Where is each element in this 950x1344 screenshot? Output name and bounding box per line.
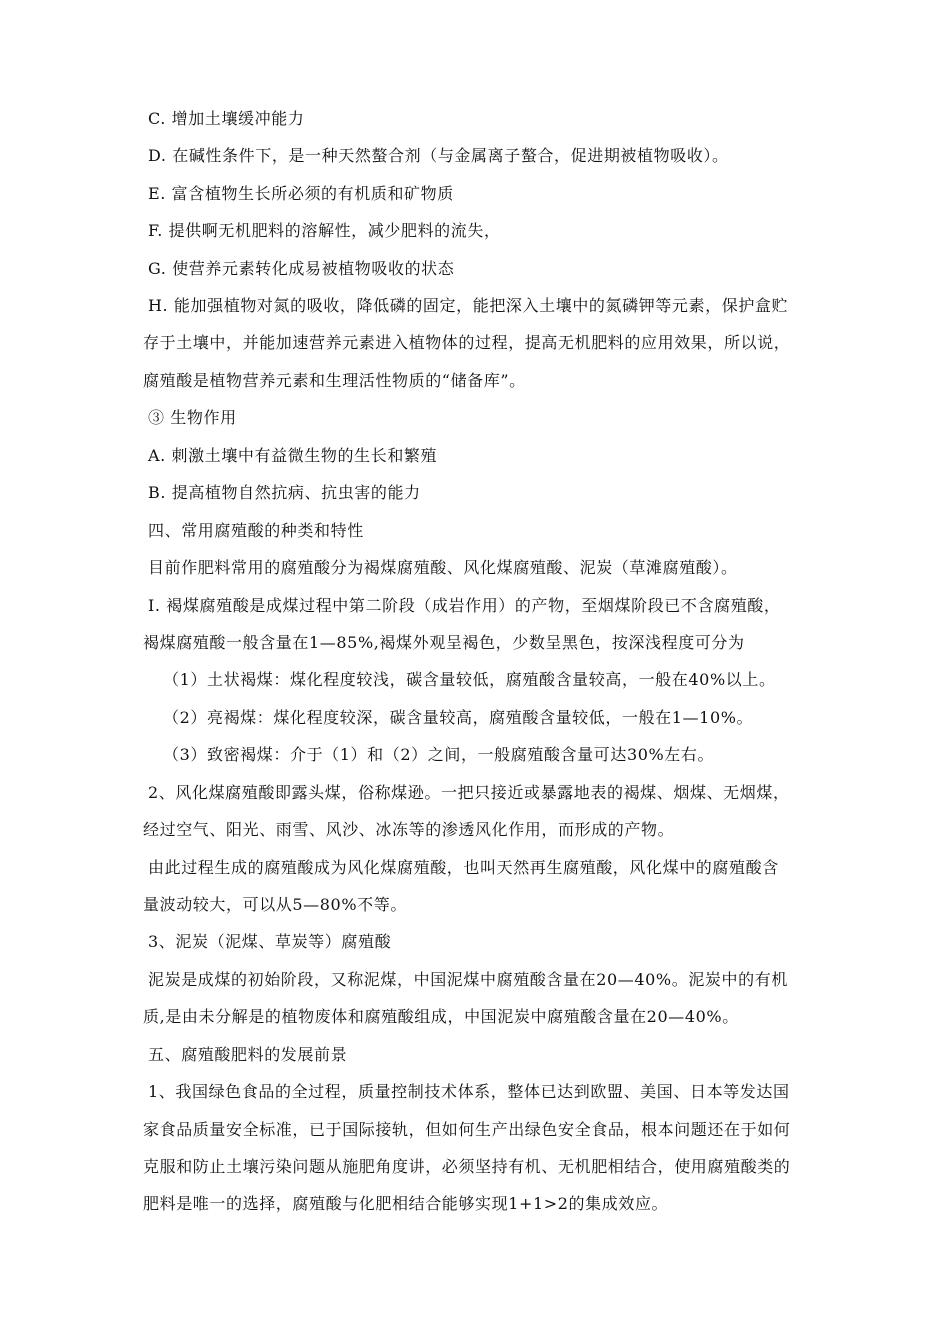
list-item: （3）致密褐煤：介于（1）和（2）之间，一般腐殖酸含量可达30%左右。	[163, 745, 715, 764]
list-item: （2）亮褐煤：煤化程度较深，碳含量较高，腐殖酸含量较低，一般在1—10%。	[163, 708, 754, 727]
section-heading: ③ 生物作用	[148, 408, 237, 427]
list-item-h: H. 能加强植物对氮的吸收，降低磷的固定，能把深入土壤中的氮磷钾等元素，保护盒贮	[148, 296, 789, 315]
list-item-g: G. 使营养元素转化成易被植物吸收的状态	[148, 259, 455, 278]
section-heading: 五、腐殖酸肥料的发展前景	[148, 1045, 348, 1064]
paragraph-line: 泥炭是成煤的初始阶段，又称泥煤，中国泥煤中腐殖酸含量在20—40%。泥炭中的有机	[148, 970, 788, 989]
paragraph-line: 褐煤腐殖酸一般含量在1—85%,褐煤外观呈褐色，少数呈黑色，按深浅程度可分为	[143, 633, 745, 652]
paragraph-line: 存于土壤中，并能加速营养元素进入植物体的过程，提高无机肥料的应用效果，所以说，	[143, 333, 791, 352]
list-item-f: F. 提供啊无机肥料的溶解性，减少肥料的流失，	[148, 221, 501, 240]
paragraph-line: 质,是由未分解是的植物废体和腐殖酸组成，中国泥炭中腐殖酸含量在20—40%。	[143, 1007, 739, 1026]
list-item-a: A. 刺激土壤中有益微生物的生长和繁殖	[148, 446, 438, 465]
paragraph-line: 2、风化煤腐殖酸即露头煤，俗称煤逊。一把只接近或暴露地表的褐煤、烟煤、无烟煤，	[148, 783, 790, 802]
paragraph-line: 由此过程生成的腐殖酸成为风化煤腐殖酸，也叫天然再生腐殖酸，风化煤中的腐殖酸含	[148, 858, 779, 877]
paragraph-line: 克服和防止土壤污染问题从施肥角度讲，必须坚持有机、无机肥相结合，使用腐殖酸类的	[143, 1157, 791, 1176]
list-item-b: B. 提高植物自然抗病、抗虫害的能力	[148, 483, 421, 502]
list-item-d: D. 在碱性条件下，是一种天然螯合剂（与金属离子螯合，促进期被植物吸收）。	[148, 146, 729, 165]
list-item-c: C. 增加土壤缓冲能力	[148, 109, 305, 128]
section-heading: 四、常用腐殖酸的种类和特性	[148, 521, 364, 540]
paragraph-line: 目前作肥料常用的腐殖酸分为褐煤腐殖酸、风化煤腐殖酸、泥炭（草滩腐殖酸）。	[148, 558, 738, 577]
list-item-e: E. 富含植物生长所必须的有机质和矿物质	[148, 184, 454, 203]
paragraph-line: 经过空气、阳光、雨雪、风沙、冰冻等的渗透风化作用，而形成的产物。	[143, 820, 675, 839]
list-item: （1）土状褐煤：煤化程度较浅，碳含量较低，腐殖酸含量较高，一般在40%以上。	[163, 670, 776, 689]
paragraph-line: 肥料是唯一的选择，腐殖酸与化肥相结合能够实现1+1>2的集成效应。	[143, 1194, 669, 1213]
paragraph-line: 量波动较大，可以从5—80%不等。	[143, 895, 407, 914]
paragraph-line: 家食品质量安全标准，已于国际接轨，但如何生产出绿色安全食品，根本问题还在于如何	[143, 1120, 791, 1139]
paragraph-line: 1、我国绿色食品的全过程，质量控制技术体系，整体已达到欧盟、美国、日本等发达国	[148, 1082, 790, 1101]
paragraph-line: 腐殖酸是植物营养元素和生理活性物质的“储备库”。	[143, 371, 526, 390]
paragraph-line: I. 褐煤腐殖酸是成煤过程中第二阶段（成岩作用）的产物，至烟煤阶段已不含腐殖酸，	[148, 596, 781, 615]
section-heading: 3、泥炭（泥煤、草炭等）腐殖酸	[148, 932, 392, 951]
